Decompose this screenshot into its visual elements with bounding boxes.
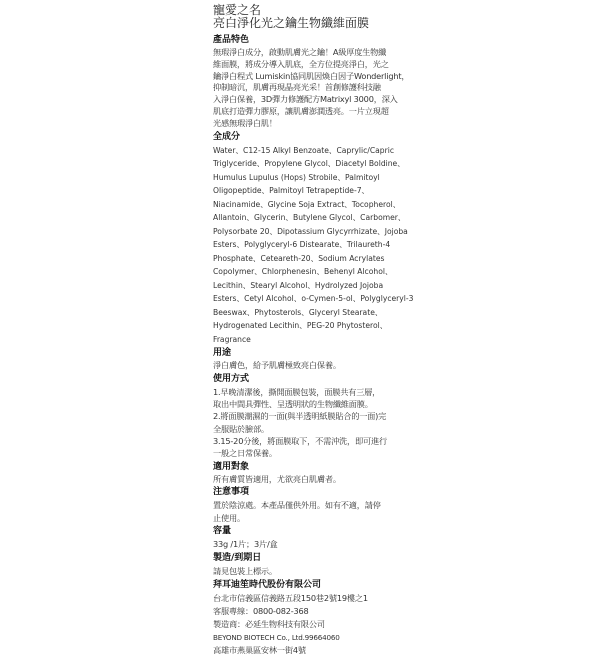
- section-notes: [213, 486, 413, 524]
- section-text-line: 所有膚質皆適用，尤欲亮白肌膚者。: [213, 473, 341, 484]
- section-text-line: 抑制暗沉，肌膚再現晶亮光采！首創修護科技融: [213, 82, 381, 93]
- section-text-line: 無瑕淨白成分，啟動肌膚光之鑰！A級厚度生物纖: [213, 47, 387, 57]
- section-capacity: [213, 525, 413, 551]
- section-text-line: 全服貼於臉部。: [213, 423, 269, 434]
- product-name: 亮白淨化光之鑰生物纖維面膜: [213, 16, 370, 30]
- section-text-line: Triglyceride、Propylene Glycol、Diacetyl Boldine、: [213, 159, 405, 169]
- section-text-line: Esters、Cetyl Alcohol、o-Cymen-5-ol、Polyglyceryl-3: [213, 294, 414, 304]
- section-dates: [213, 552, 413, 578]
- section-text-line: 止使用。: [213, 512, 245, 523]
- section-heading: 產品特色: [213, 35, 250, 45]
- section-text-line: 3.15-20分後，將面膜取下，不需沖洗，即可進行: [213, 436, 387, 447]
- section-features: [213, 34, 413, 130]
- section-heading: 注意事項: [213, 487, 250, 498]
- section-text-line: 取出中間具彈性、呈透明狀的生物纖維面膜。: [213, 399, 373, 410]
- company-info: [213, 579, 413, 657]
- section-text-line: 1.早晚清潔後，撕開面膜包裝，面膜共有三層，: [213, 386, 381, 397]
- section-text-line: 淨白膚色，給予肌膚極致亮白保養。: [213, 360, 341, 371]
- section-target: [213, 461, 413, 486]
- section-heading: 容量: [213, 526, 232, 537]
- section-text-line: 置於陰涼處。本產品僅供外用。如有不適，請停: [213, 500, 381, 511]
- section-heading: 適用對象: [213, 461, 250, 472]
- manufacturer: 製造商：必延生物科技有限公司: [213, 619, 325, 630]
- company-name: 拜耳迪笙時代股份有限公司: [213, 580, 322, 591]
- section-text-line: Copolymer、Chlorphenesin、Behenyl Alcohol、: [213, 267, 393, 277]
- section-text-line: 請見包裝上標示。: [213, 566, 277, 577]
- company-address: 台北市信義區信義路五段150巷2號19樓之1: [213, 593, 368, 604]
- product-document: [213, 4, 413, 657]
- section-purpose: [213, 347, 413, 372]
- section-text-line: Phosphate、Ceteareth-20、Sodium Acrylates: [213, 253, 385, 263]
- section-text-line: Esters、Polyglyceryl-6 Distearate、Trilaureth-4: [213, 240, 391, 250]
- section-text-line: Hydrogenated Lecithin、PEG-20 Phytosterol、: [213, 321, 388, 331]
- section-text-line: Polysorbate 20、Dipotassium Glycyrrhizate、Jojoba: [213, 226, 408, 236]
- section-text-line: 肌底打造彈力膠原，讓肌膚澎潤透亮。一片立現超: [213, 105, 389, 116]
- section-text-line: 一般之日常保養。: [213, 448, 277, 459]
- section-text-line: Beeswax、Phytosterols、Glyceryl Stearate、: [213, 307, 383, 317]
- section-ingredients: [213, 131, 413, 347]
- brand-name: 寵愛之名: [213, 3, 262, 17]
- section-text-line: 2.將面膜潮濕的一面(與半透明紙膜貼合的一面)完: [213, 411, 387, 422]
- section-text-line: Niacinamide、Glycine Soja Extract、Tocopherol、: [213, 199, 401, 209]
- customer-hotline: 客服專線：0800-082-368: [213, 606, 309, 617]
- section-text-line: 鑰淨白程式 Lumiskin協同肌因煥白因子Wonderlight，: [213, 70, 410, 81]
- section-text-line: Water、C12-15 Alkyl Benzoate、Caprylic/Capric: [213, 145, 395, 155]
- section-text-line: Humulus Lupulus (Hops) Strobile、Palmitoyl: [213, 172, 380, 182]
- section-text-line: Oligopeptide、Palmitoyl Tetrapeptide-7、: [213, 186, 370, 196]
- section-text-line: Lecithin、Stearyl Alcohol、Hydrolyzed Jojoba: [213, 280, 384, 290]
- section-heading: 使用方式: [213, 373, 250, 384]
- manufacturer-address: 高雄市燕巢區安林一街4號: [213, 645, 306, 656]
- section-text-line: 入淨白保養，3D彈力修護配方Matrixyl 3000，深入: [213, 94, 398, 105]
- section-heading: 用途: [213, 348, 232, 359]
- section-text-line: 光感無瑕淨白肌！: [213, 117, 277, 128]
- section-text-line: Allantoin、Glycerin、Butylene Glycol、Carbomer、: [213, 213, 406, 223]
- section-text-line: 維面膜，將成分導入肌底，全方位提亮淨白，光之: [213, 58, 389, 69]
- section-heading: 製造/到期日: [213, 553, 262, 564]
- section-text-line: Fragrance: [213, 334, 251, 344]
- section-usage: [213, 373, 413, 460]
- manufacturer-english: BEYOND BIOTECH Co., Ltd.99664060: [213, 633, 340, 643]
- section-text-line: 33g /1片；3片/盒: [213, 539, 278, 550]
- section-heading: 全成分: [213, 131, 241, 142]
